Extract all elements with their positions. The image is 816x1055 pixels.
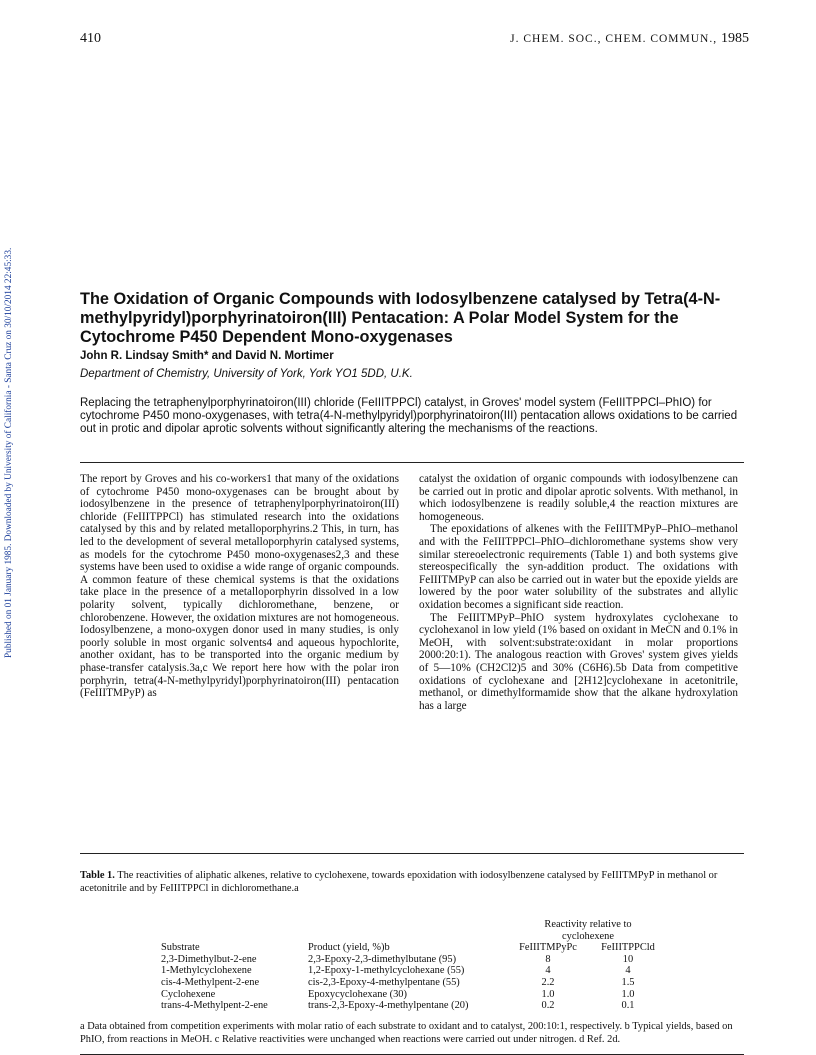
table-caption-text: The reactivities of aliphatic alkenes, relative to cyclohexene, towards epoxidation with iodosylbenzene catalysed by FeIIITMPyP in methanol or acetonitrile and by FeIIITPPCl in dichloromethane.a <box>80 870 718 894</box>
table-cell: Epoxycyclohexane (30) <box>308 988 407 1000</box>
table-footnotes: a Data obtained from competition experiments with molar ratio of each substrate to oxidant and to catalyst, 200:10:1, respectively. b Typical yields, based on PhIO, from reactions in MeOH. c Relative reactivities were unchanged when reactions were carried out under nitrogen. d Ref. 2d. <box>80 1021 733 1045</box>
page-number: 410 <box>80 31 101 46</box>
table-group-header-line1: Reactivity relative to <box>544 919 632 930</box>
paragraph: The report by Groves and his co-workers1 that many of the oxidations of cytochrome P450 mono-oxygenases can be brought about by iodosylbenzene in the presence of tetraphenylporphyrinatoiron(III) chloride (FeIIITPPCl) has stimulated research into the oxidations catalysed by this and by related metalloporphyrins.2 This, in turn, has led to the development of several metalloporphyrin catalysed systems, as models for the cytochrome P450 mono-oxygenases2,3 and these systems have been used to oxidise a wide range of organic compounds. A common feature of these chemical systems is that the oxidations take place in the presence of a metalloporphyrin dissolved in a low polarity solvent, typically dichloromethane, benzene, or chlorobenzene. However, the oxidation mixtures are not homogeneous. Iodosylbenzene, a mono-oxygen donor used in many studies, is only poorly soluble in most organic solvents4 and aqueous hypochlorite, another oxidant, has to be transported into the organic medium by phase-transfer catalysis.3a,c We report here how with the polar iron porphyrin, tetra(4-N-methylpyridyl)porphyrinatoiron(III) pentacation (FeIIITMPyP) as <box>80 473 399 700</box>
table-row <box>161 989 668 1001</box>
journal-year: 1985 <box>721 31 749 46</box>
article-affiliation: Department of Chemistry, University of York, York YO1 5DD, U.K. <box>80 368 413 380</box>
abstract-divider <box>80 462 744 463</box>
download-watermark-text[interactable]: Published on 01 January 1985. Downloaded by University of California - Santa Cruz on 30/10/2014 22:45:33. <box>4 247 14 658</box>
table-cell: 1.5 <box>621 976 635 988</box>
table-group-header-line2: cyclohexene <box>562 930 614 942</box>
table-header-cell: Product (yield, %)b <box>308 942 390 954</box>
paragraph: The epoxidations of alkenes with the FeIIITMPyP–PhIO–methanol and with the FeIIITPPCl–PhIO–dichloromethane systems show very similar stereoelectronic requirements (Table 1) and both systems give stereospecifically the syn-addition product. The oxidations with FeIIITMPyP can also be carried out in water but the epoxide yields are lowered by the poor water solubility of the substrates and allylic oxidation becomes a significant side reaction. <box>419 523 738 611</box>
table-caption-label: Table 1. <box>80 870 115 881</box>
table-cell: 2.2 <box>541 976 555 988</box>
table-cell: 1.0 <box>541 988 555 1000</box>
table-header-cell: FeIIITPPCld <box>601 942 655 954</box>
table-header-row <box>161 942 668 954</box>
table-cell: Cyclohexene <box>161 988 216 1000</box>
paragraph: catalyst the oxidation of organic compounds with iodosylbenzene can be carried out in protic and dipolar aprotic solvents. With methanol, in which iodosylbenzene is readily soluble,4 the reaction mixtures are homogeneous. <box>419 473 738 523</box>
table-cell: trans-2,3-Epoxy-4-methylpentane (20) <box>308 1000 469 1012</box>
table-cell: 1.0 <box>621 988 635 1000</box>
table-cell: 2,3-Dimethylbut-2-ene <box>161 953 257 965</box>
table-row <box>161 1000 668 1012</box>
table-cell: 0.1 <box>621 1000 635 1012</box>
table-cell: trans-4-Methylpent-2-ene <box>161 1000 268 1012</box>
paragraph: The FeIIITMPyP–PhIO system hydroxylates cyclohexane to cyclohexanol in low yield (1% based on oxidant in MeCN and 0.1% in MeOH, with solvent:substrate:oxidant in molar proportions 2000:20:1). The analogous reaction with Groves' system gives yields of 5—10% (CH2Cl2)5 and 30% (C6H6).5b Data from competitive oxidations of cyclohexane and [2H12]cyclohexane in acetonitrile, methanol, or dimethylformamide show that the alkane hydroxylation has a large <box>419 611 738 712</box>
table-row <box>161 977 668 989</box>
body-right-column <box>419 473 738 712</box>
table-cell: cis-2,3-Epoxy-4-methylpentane (55) <box>308 976 460 988</box>
table-cell: 2,3-Epoxy-2,3-dimethylbutane (95) <box>308 953 457 965</box>
table-divider <box>80 853 744 854</box>
body-left-column <box>80 473 399 700</box>
table-1 <box>161 919 668 1012</box>
table-cell: 1,2-Epoxy-1-methylcyclohexane (55) <box>308 965 465 977</box>
table-cell: 8 <box>545 953 551 965</box>
table-caption <box>80 870 742 895</box>
table-row <box>161 965 668 977</box>
table-cell: 4 <box>625 965 631 977</box>
journal-header <box>510 31 749 47</box>
article-title: The Oxidation of Organic Compounds with Iodosylbenzene catalysed by Tetra(4-N-methylpyridyl)porphyrinatoiron(III) Pentacation: A Polar Model System for the Cytochrome P450 Dependent Mono-oxygenases <box>80 290 721 346</box>
journal-name: J. CHEM. SOC., CHEM. COMMUN., <box>510 33 718 45</box>
table-cell: 1-Methylcyclohexene <box>161 965 252 977</box>
table-cell: 10 <box>622 953 634 965</box>
article-abstract: Replacing the tetraphenylporphyrinatoiron(III) chloride (FeIIITPPCl) catalyst, in Groves' model system (FeIIITPPCl–PhIO) for cytochrome P450 mono-oxygenases, with tetra(4-N-methylpyridyl)porphyrinatoiron(III) pentacation allows oxidations to be carried out in protic and dipolar aprotic solvents without significantly altering the mechanisms of the reactions. <box>80 397 738 436</box>
table-cell: cis-4-Methylpent-2-ene <box>161 976 260 988</box>
table-row <box>161 954 668 966</box>
table-header-cell: FeIIITMPyPc <box>519 942 577 954</box>
table-header-cell: Substrate <box>161 942 200 954</box>
download-watermark <box>4 158 18 658</box>
table-cell: 4 <box>545 965 551 977</box>
article-authors: John R. Lindsay Smith* and David N. Mortimer <box>80 350 334 362</box>
table-cell: 0.2 <box>541 1000 555 1012</box>
